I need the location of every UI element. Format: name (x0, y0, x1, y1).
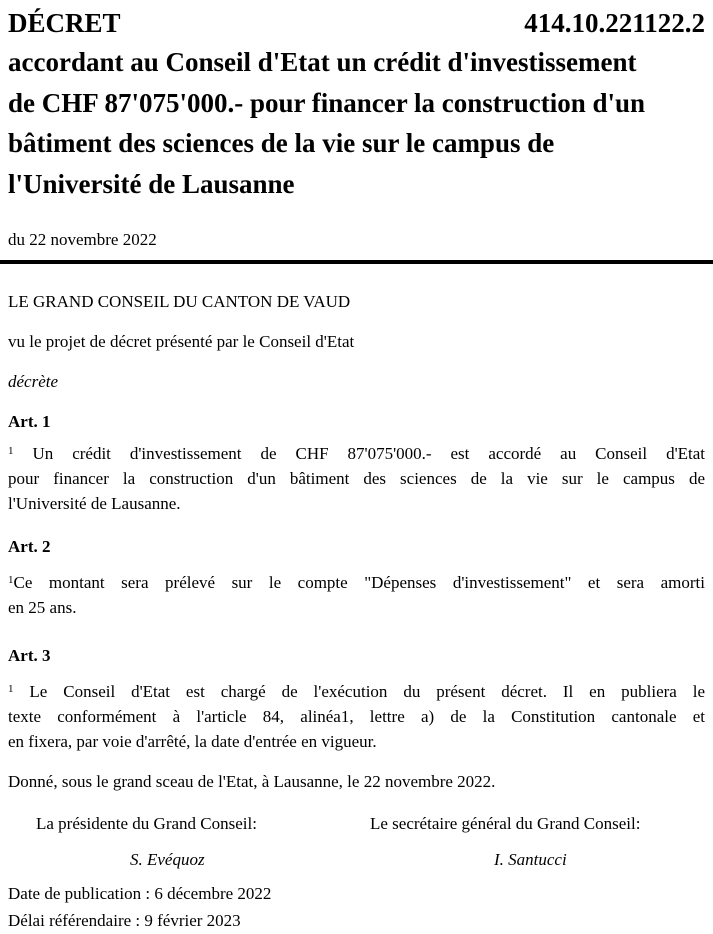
article-paragraph (8, 679, 705, 754)
paragraph-line: $^1$ Le Conseil d'Etat est chargé de l'exécution du présent décret. Il en publiera le (8, 682, 705, 701)
paragraph-line: en fixera, par voie d'arrêté, la date d'entrée en vigueur. (8, 732, 377, 751)
president-name: S. Evéquoz (130, 850, 205, 869)
paragraph-line: en 25 ans. (8, 598, 77, 617)
title-line: l'Université de Lausanne (8, 168, 295, 199)
considering-line: vu le projet de décret présenté par le Conseil d'Etat (8, 332, 355, 351)
decree-title (8, 42, 708, 204)
article-paragraph (8, 441, 705, 516)
article-heading: Art. 2 (8, 537, 51, 556)
decrees-line: décrète (8, 372, 59, 391)
authority-line: LE GRAND CONSEIL DU CANTON DE VAUD (8, 292, 351, 311)
header-divider (0, 260, 713, 264)
paragraph-line: $^1$Ce montant sera prélevé sur le compte "Dépenses d'investissement" et sera amorti (8, 573, 705, 592)
given-line: Donné, sous le grand sceau de l'Etat, à Lausanne, le 22 novembre 2022. (8, 772, 496, 791)
document-header (8, 6, 705, 40)
paragraph-number: 1 (8, 574, 14, 586)
secretary-name: I. Santucci (494, 850, 567, 869)
title-line: accordant au Conseil d'Etat un crédit d'investissement (8, 47, 637, 77)
article-heading: Art. 1 (8, 412, 51, 431)
paragraph-number: 1 (8, 445, 14, 457)
article-paragraph (8, 570, 705, 620)
paragraph-line: texte conformément à l'article 84, alinéa1, lettre a) de la Constitution cantonale et (8, 707, 705, 726)
document-number: 414.10.221122.2 (524, 8, 705, 38)
decree-date: du 22 novembre 2022 (8, 230, 157, 249)
paragraph-number: 1 (8, 683, 14, 695)
article-heading: Art. 3 (8, 646, 51, 665)
title-line: bâtiment des sciences de la vie sur le campus de (8, 128, 555, 158)
paragraph-line: $^1$ Un crédit d'investissement de CHF 87'075'000.- est accordé au Conseil d'Etat (8, 444, 706, 463)
president-label: La présidente du Grand Conseil: (36, 814, 257, 833)
paragraph-line: l'Université de Lausanne. (8, 494, 181, 513)
document-type: DÉCRET (8, 8, 121, 38)
paragraph-line: pour financer la construction d'un bâtiment des sciences de la vie sur le campus de (8, 469, 705, 488)
title-line: de CHF 87'075'000.- pour financer la construction d'un (8, 87, 646, 118)
publication-date: Date de publication : 6 décembre 2022 (8, 884, 272, 903)
secretary-label: Le secrétaire général du Grand Conseil: (370, 814, 641, 833)
referendum-deadline: Délai référendaire : 9 février 2023 (8, 911, 241, 930)
